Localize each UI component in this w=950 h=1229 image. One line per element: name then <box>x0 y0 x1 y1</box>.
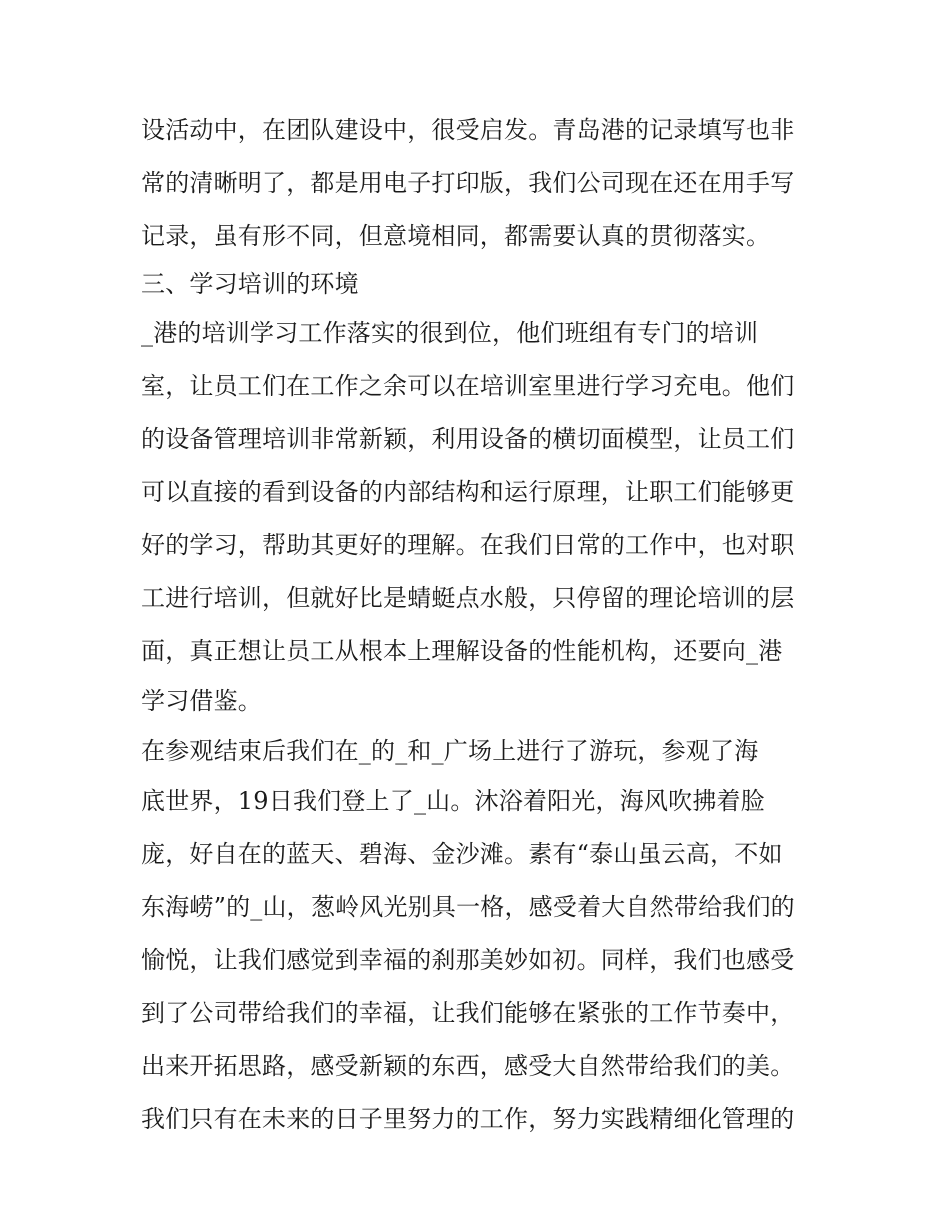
text-line: 面，真正想让员工从根本上理解设备的性能机构，还要向_港 <box>141 637 783 665</box>
text-line: 东海崂”的_山，葱岭风光别具一格，感受着大自然带给我们的 <box>141 893 795 921</box>
text-line: 我们只有在未来的日子里努力的工作，努力实践精细化管理的 <box>141 1105 795 1133</box>
text-line: 设活动中，在团队建设中，很受启发。青岛港的记录填写也非 <box>141 116 795 144</box>
text-line: 好的学习，帮助其更好的理解。在我们日常的工作中，也对职 <box>141 531 795 559</box>
section-heading: 三、学习培训的环境 <box>141 270 359 298</box>
text-line: 常的清晰明了，都是用电子打印版，我们公司现在还在用手写 <box>141 169 795 197</box>
text-line: 工进行培训，但就好比是蜻蜓点水般，只停留的理论培训的层 <box>141 584 795 612</box>
text-line: 可以直接的看到设备的内部结构和运行原理，让职工们能够更 <box>141 478 795 506</box>
text-line: 室，让员工们在工作之余可以在培训室里进行学习充电。他们 <box>141 372 795 400</box>
text-line: 到了公司带给我们的幸福，让我们能够在紧张的工作节奏中， <box>141 999 795 1027</box>
text-line: 学习借鉴。 <box>141 687 262 715</box>
text-line: 愉悦，让我们感觉到幸福的刹那美妙如初。同样，我们也感受 <box>141 946 795 974</box>
text-line: 庞，好自在的蓝天、碧海、金沙滩。素有“泰山虽云高，不如 <box>141 840 783 868</box>
text-line: 的设备管理培训非常新颖，利用设备的横切面模型，让员工们 <box>141 425 795 453</box>
text-line: _港的培训学习工作落实的很到位，他们班组有专门的培训 <box>141 319 759 347</box>
text-line: 底世界，19日我们登上了_山。沐浴着阳光，海风吹拂着脸 <box>141 787 765 815</box>
text-line: 出来开拓思路，感受新颖的东西，感受大自然带给我们的美。 <box>141 1052 795 1080</box>
text-line: 记录，虽有形不同，但意境相同，都需要认真的贯彻落实。 <box>141 222 771 250</box>
text-line: 在参观结束后我们在_的_和_广场上进行了游玩，参观了海 <box>141 737 759 765</box>
